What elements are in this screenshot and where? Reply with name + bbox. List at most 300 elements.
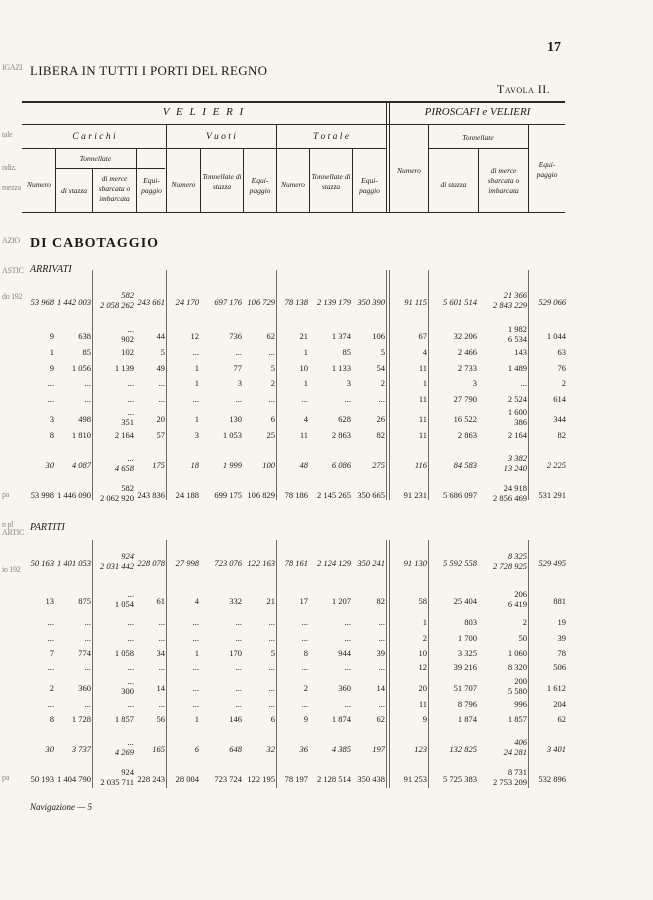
partiti_rows-cell: 2 [49, 683, 54, 693]
arrivati_rows-cell: 102 [121, 347, 134, 357]
arrivati_rows-cell: 498 [78, 414, 91, 424]
arrivati_rows-cell: 1 044 [546, 331, 566, 341]
arrivati_rows-cell: 175 [152, 460, 165, 470]
arrivati_rows-cell: 1 446 090 [57, 490, 91, 500]
column-divider [389, 270, 390, 500]
header-bottom-rule [22, 212, 565, 213]
header-di-merce: di merce sbarcata o imbarcata [487, 166, 520, 195]
partiti_rows-cell: 4 385 [331, 744, 351, 754]
partiti_rows-cell: 13 [45, 596, 54, 606]
partiti_rows-cell: 2 [422, 633, 427, 643]
arrivati_rows-cell: 4 [422, 347, 427, 357]
arrivati_rows-cell: ... [84, 394, 91, 404]
table-label: Tavola II. [497, 82, 551, 96]
partiti_rows-cell: 9 [303, 714, 308, 724]
partiti_rows-cell: 8 731 2 753 209 [493, 767, 527, 787]
arrivati_rows-cell: 529 066 [538, 297, 566, 307]
arrivati_rows-cell: 106 829 [247, 490, 275, 500]
partiti_rows-cell: 3 737 [71, 744, 91, 754]
header-numero: Numero [397, 166, 421, 175]
partiti_rows-cell: 924 2 035 711 [100, 767, 134, 787]
arrivati_rows-cell: 697 176 [214, 297, 242, 307]
column-divider [389, 103, 390, 213]
footer: Navigazione — 5 [30, 802, 92, 812]
arrivati_rows-cell: 1 489 [507, 363, 527, 373]
arrivati_rows-cell: 5 686 097 [443, 490, 477, 500]
column-divider [276, 540, 277, 788]
arrivati_rows-cell: 2 [561, 378, 566, 388]
arrivati_rows-cell: ... [268, 394, 275, 404]
partiti_rows-cell: 78 197 [284, 774, 308, 784]
arrivati_rows-cell: 21 366 2 843 229 [493, 290, 527, 310]
partiti_rows-cell: 8 320 [507, 662, 527, 672]
header-piroscafi: PIROSCAFI e VELIERI [424, 106, 531, 118]
partiti_rows-cell: 1 857 [507, 714, 527, 724]
partiti_rows-cell: 123 [414, 744, 427, 754]
arrivati_rows-cell: ... [235, 394, 242, 404]
partiti_rows-cell: 11 [418, 699, 427, 709]
partiti_rows-cell: 3 325 [457, 648, 477, 658]
arrivati_rows-cell: 78 138 [284, 297, 308, 307]
partiti_rows-cell: 200 5 580 [507, 676, 527, 696]
partiti_rows-cell: 529 495 [538, 558, 566, 568]
partiti_rows-cell: 228 243 [137, 774, 165, 784]
arrivati_rows-cell: ... [127, 378, 134, 388]
section-title: DI CABOTAGGIO [30, 236, 160, 251]
partiti_rows-cell: 36 [299, 744, 308, 754]
partiti_rows-cell: ... [127, 699, 134, 709]
arrivati_rows-cell: 1 139 [114, 363, 134, 373]
arrivati_rows-cell: ... [344, 394, 351, 404]
partiti_rows-cell: 62 [376, 714, 385, 724]
column-divider [528, 540, 529, 788]
partiti_rows-cell: 350 438 [357, 774, 385, 784]
arrivati_rows-cell: 2 863 [331, 430, 351, 440]
partiti_rows-cell: ... 4 269 [114, 737, 134, 757]
partiti_rows-cell: 62 [557, 714, 566, 724]
partiti_rows-cell: ... [235, 617, 242, 627]
arrivati_rows-cell: 5 [270, 363, 275, 373]
partiti_rows-cell: 6 [194, 744, 199, 754]
arrivati_rows-cell: 25 [266, 430, 275, 440]
partiti_rows-cell: 228 078 [137, 558, 165, 568]
edge-fragment: ndiz. [2, 163, 17, 172]
partiti_rows-cell: 1 700 [457, 633, 477, 643]
partiti_rows-cell: ... 300 [121, 676, 134, 696]
partiti_rows-cell: 14 [376, 683, 385, 693]
arrivati_rows-cell: 1 133 [331, 363, 351, 373]
partiti_rows-cell: 170 [229, 648, 242, 658]
arrivati_rows-cell: 106 729 [247, 297, 275, 307]
arrivati_rows-cell: 243 836 [137, 490, 165, 500]
partiti_rows-cell: 91 130 [403, 558, 427, 568]
arrivati_rows-cell: 91 231 [403, 490, 427, 500]
arrivati_rows-cell: 638 [78, 331, 91, 341]
partiti_rows-cell: ... [47, 662, 54, 672]
partiti_rows-cell: 360 [78, 683, 91, 693]
partiti_rows-cell: 1 612 [546, 683, 566, 693]
arrivati_rows-cell: 1 [194, 414, 199, 424]
partiti_rows-cell: ... [344, 617, 351, 627]
header-carichi: C a r i c h i [72, 132, 116, 142]
edge-fragment: mezza [2, 183, 21, 192]
partiti_rows-cell: 91 253 [403, 774, 427, 784]
header-tonnellate-di-stazza: Tonnellate di stazza [202, 172, 242, 191]
arrivati_rows-cell: 275 [372, 460, 385, 470]
arrivati_rows-cell: 10 [299, 363, 308, 373]
partiti_rows-cell: ... [47, 617, 54, 627]
arrivati_rows-cell: 85 [82, 347, 91, 357]
arrivati_rows-cell: 76 [557, 363, 566, 373]
arrivati_rows-cell: 53 998 [30, 490, 54, 500]
partiti_rows-cell: 28 004 [175, 774, 199, 784]
arrivati_rows-cell: 11 [418, 363, 427, 373]
arrivati_rows-cell: 24 918 2 856 469 [493, 483, 527, 503]
column-divider [166, 540, 167, 788]
partiti_rows-cell: ... [301, 699, 308, 709]
arrivati_rows-cell: 582 2 062 920 [100, 483, 134, 503]
arrivati_rows-cell: 2 139 179 [317, 297, 351, 307]
arrivati_rows-cell: 62 [266, 331, 275, 341]
partiti_rows-cell: 881 [553, 596, 566, 606]
partiti_rows-cell: ... [344, 633, 351, 643]
header-equipaggio: Equi- paggio [536, 160, 558, 179]
partiti_rows-cell: 6 [270, 714, 275, 724]
arrivati_rows-cell: 1 982 6 534 [507, 324, 527, 344]
partiti_rows-cell: 51 707 [453, 683, 477, 693]
arrivati_rows-cell: 2 225 [546, 460, 566, 470]
partiti_rows-cell: ... [192, 699, 199, 709]
partiti_rows-cell: 1 874 [457, 714, 477, 724]
partiti_rows-cell: 50 193 [30, 774, 54, 784]
partiti_rows-cell: 1 [194, 714, 199, 724]
partiti_rows-cell: 39 [557, 633, 566, 643]
subsection-partiti: PARTITI [30, 522, 65, 533]
header-totale: T o t a l e [313, 132, 349, 142]
arrivati_rows-cell: ... 4 658 [114, 453, 134, 473]
partiti_rows-cell: 924 2 031 442 [100, 551, 134, 571]
partiti_rows-cell: ... [378, 617, 385, 627]
header-rule [55, 168, 165, 169]
partiti_rows-cell: 360 [338, 683, 351, 693]
arrivati_rows-cell: 1 442 003 [57, 297, 91, 307]
arrivati_rows-cell: ... [47, 378, 54, 388]
arrivati_rows-cell: 91 115 [404, 297, 427, 307]
partiti_rows-cell: 723 076 [214, 558, 242, 568]
column-divider [92, 540, 93, 788]
subsection-arrivati: ARRIVATI [30, 264, 72, 275]
partiti_rows-cell: ... [192, 633, 199, 643]
arrivati_rows-cell: ... [268, 347, 275, 357]
arrivati_rows-cell: 1 600 386 [507, 407, 527, 427]
partiti_rows-cell: 8 [49, 714, 54, 724]
arrivati_rows-cell: ... [84, 378, 91, 388]
arrivati_rows-cell: ... [301, 394, 308, 404]
arrivati_rows-cell: 3 [237, 378, 242, 388]
arrivati_rows-cell: ... 351 [121, 407, 134, 427]
partiti_rows-cell: ... [127, 662, 134, 672]
partiti_rows-cell: 58 [418, 596, 427, 606]
partiti_rows-cell: ... [158, 662, 165, 672]
partiti_rows-cell: ... [268, 699, 275, 709]
arrivati_rows-cell: ... 902 [121, 324, 134, 344]
partiti_rows-cell: 197 [372, 744, 385, 754]
partiti_rows-cell: 7 [49, 648, 54, 658]
arrivati_rows-cell: 53 968 [30, 297, 54, 307]
arrivati_rows-cell: 614 [553, 394, 566, 404]
partiti_rows-cell: ... [268, 662, 275, 672]
partiti_rows-cell: ... [301, 633, 308, 643]
partiti_rows-cell: 648 [229, 744, 242, 754]
header-equipaggio: Equi- paggio [141, 176, 162, 195]
partiti_rows-cell: ... [158, 617, 165, 627]
partiti_rows-cell: 4 [194, 596, 199, 606]
arrivati_rows-cell: 57 [156, 430, 165, 440]
arrivati_rows-cell: 6 086 [331, 460, 351, 470]
arrivati_rows-cell: 350 390 [357, 297, 385, 307]
partiti_rows-cell: 50 163 [30, 558, 54, 568]
arrivati_rows-cell: 11 [418, 394, 427, 404]
arrivati_rows-cell: 24 188 [175, 490, 199, 500]
column-divider [166, 270, 167, 500]
partiti_rows-cell: 2 [522, 617, 527, 627]
column-divider [389, 540, 390, 788]
header-di-stazza: di stazza [440, 180, 467, 189]
partiti_rows-cell: 61 [156, 596, 165, 606]
edge-fragment: do 192 [2, 292, 23, 301]
partiti_rows-cell: ... [192, 662, 199, 672]
partiti_rows-cell: 2 128 514 [317, 774, 351, 784]
arrivati_rows-cell: ... [127, 394, 134, 404]
edge-fragment: pa [2, 773, 9, 782]
column-divider [428, 270, 429, 500]
running-title: LIBERA IN TUTTI I PORTI DEL REGNO [30, 63, 268, 78]
arrivati_rows-cell: 26 [376, 414, 385, 424]
arrivati_rows-cell: 736 [229, 331, 242, 341]
partiti_rows-cell: 1 [422, 617, 427, 627]
arrivati_rows-cell: 30 [45, 460, 54, 470]
partiti_rows-cell: 19 [557, 617, 566, 627]
arrivati_rows-cell: 11 [418, 430, 427, 440]
partiti_rows-cell: 5 592 558 [443, 558, 477, 568]
partiti_rows-cell: 20 [418, 683, 427, 693]
partiti_rows-cell: ... [235, 699, 242, 709]
partiti_rows-cell: 34 [156, 648, 165, 658]
header-di-merce: di merce sbarcata o imbarcata [98, 174, 131, 203]
page-number: 17 [547, 40, 561, 55]
header-numero: Numero [171, 180, 196, 189]
partiti_rows-cell: 56 [156, 714, 165, 724]
arrivati_rows-cell: ... [235, 347, 242, 357]
arrivati_rows-cell: ... [192, 394, 199, 404]
table-top-rule [22, 101, 565, 103]
partiti_rows-cell: 3 401 [546, 744, 566, 754]
arrivati_rows-cell: 1 810 [71, 430, 91, 440]
partiti_rows-cell: 39 216 [453, 662, 477, 672]
arrivati_rows-cell: 628 [338, 414, 351, 424]
arrivati_rows-cell: 2 164 [507, 430, 527, 440]
arrivati_rows-cell: 2 164 [114, 430, 134, 440]
partiti_rows-cell: ... [378, 699, 385, 709]
partiti_rows-cell: 2 [303, 683, 308, 693]
header-equipaggio: Equi- paggio [249, 176, 271, 195]
arrivati_rows-cell: 100 [262, 460, 275, 470]
partiti_rows-cell: ... [84, 633, 91, 643]
partiti_rows-cell: ... [268, 617, 275, 627]
partiti_rows-cell: ... [378, 662, 385, 672]
arrivati_rows-cell: 6 [270, 414, 275, 424]
arrivati_rows-cell: 9 [49, 363, 54, 373]
arrivati_rows-cell: 5 [380, 347, 385, 357]
arrivati_rows-cell: 85 [342, 347, 351, 357]
arrivati_rows-cell: 1 053 [222, 430, 242, 440]
header-di-stazza: di stazza [60, 186, 88, 195]
arrivati_rows-cell: 4 [303, 414, 308, 424]
partiti_rows-cell: 332 [229, 596, 242, 606]
partiti_rows-cell: ... [47, 633, 54, 643]
arrivati_rows-cell: 54 [376, 363, 385, 373]
arrivati_rows-cell: 11 [418, 414, 427, 424]
arrivati_rows-cell: ... [520, 378, 527, 388]
partiti_rows-cell: 996 [514, 699, 527, 709]
partiti_rows-cell: ... [344, 699, 351, 709]
arrivati_rows-cell: 8 [49, 430, 54, 440]
arrivati_rows-cell: 20 [156, 414, 165, 424]
arrivati_rows-cell: 3 [346, 378, 351, 388]
column-divider [92, 270, 93, 500]
partiti_rows-cell: ... [192, 617, 199, 627]
header-numero: Numero [27, 180, 51, 189]
arrivati_rows-cell: 699 175 [214, 490, 242, 500]
edge-fragment: tale [2, 130, 13, 139]
partiti_rows-cell: 27 998 [175, 558, 199, 568]
arrivati_rows-cell: 243 661 [137, 297, 165, 307]
partiti_rows-cell: 78 161 [284, 558, 308, 568]
arrivati_rows-cell: 9 [49, 331, 54, 341]
partiti_rows-cell: 8 325 2 728 925 [493, 551, 527, 571]
arrivati_rows-cell: 2 863 [457, 430, 477, 440]
column-divider [276, 270, 277, 500]
arrivati_rows-cell: 44 [156, 331, 165, 341]
edge-fragment: pa [2, 490, 9, 499]
partiti_rows-cell: 532 896 [538, 774, 566, 784]
partiti_rows-cell: 723 724 [214, 774, 242, 784]
partiti_rows-cell: 1 060 [507, 648, 527, 658]
partiti_rows-cell: ... [84, 617, 91, 627]
arrivati_rows-cell: 1 [422, 378, 427, 388]
partiti_rows-cell: 506 [553, 662, 566, 672]
arrivati_rows-cell: 2 733 [457, 363, 477, 373]
arrivati_rows-cell: 130 [229, 414, 242, 424]
partiti_rows-cell: ... [268, 683, 275, 693]
partiti_rows-cell: 122 163 [247, 558, 275, 568]
partiti_rows-cell: 204 [553, 699, 566, 709]
arrivati_rows-cell: ... [192, 347, 199, 357]
partiti_rows-cell: 122 195 [247, 774, 275, 784]
arrivati_rows-cell: 24 170 [175, 297, 199, 307]
partiti_rows-cell: ... [192, 683, 199, 693]
partiti_rows-cell: ... [84, 662, 91, 672]
arrivati_rows-cell: 63 [557, 347, 566, 357]
partiti_rows-cell: 350 241 [357, 558, 385, 568]
arrivati_rows-cell: 84 583 [453, 460, 477, 470]
partiti_rows-cell: 50 [518, 633, 527, 643]
arrivati_rows-cell: 18 [190, 460, 199, 470]
arrivati_rows-cell: 1 [194, 378, 199, 388]
partiti_rows-cell: ... [158, 633, 165, 643]
arrivati_rows-cell: 5 [160, 347, 165, 357]
partiti_rows-cell: ... [84, 699, 91, 709]
header-tonnellate: Tonnellate [79, 154, 112, 163]
partiti_rows-cell: 803 [464, 617, 477, 627]
partiti_rows-cell: ... [235, 683, 242, 693]
arrivati_rows-cell: 2 145 265 [317, 490, 351, 500]
partiti_rows-cell: 944 [338, 648, 351, 658]
header-rule [22, 124, 565, 125]
header-tonnellate: Tonnellate [462, 133, 494, 142]
arrivati_rows-cell: 3 [194, 430, 199, 440]
arrivati_rows-cell: ... [47, 394, 54, 404]
partiti_rows-cell: ... [235, 633, 242, 643]
header-tonnellate-di-stazza: Tonnellate di stazza [311, 172, 351, 191]
partiti_rows-cell: 165 [152, 744, 165, 754]
partiti_rows-cell: ... 1 054 [114, 589, 134, 609]
edge-fragment: AZIO [2, 236, 20, 245]
arrivati_rows-cell: 2 524 [507, 394, 527, 404]
arrivati_rows-cell: 1 [303, 378, 308, 388]
arrivati_rows-cell: 582 2 058 262 [100, 290, 134, 310]
partiti_rows-cell: 1 058 [114, 648, 134, 658]
header-equipaggio: Equi- paggio [359, 176, 380, 195]
arrivati_rows-cell: 1 [303, 347, 308, 357]
partiti_rows-cell: 82 [376, 596, 385, 606]
arrivati_rows-cell: 3 [472, 378, 477, 388]
partiti_rows-cell: 10 [418, 648, 427, 658]
arrivati_rows-cell: 82 [557, 430, 566, 440]
partiti_rows-cell: 39 [376, 648, 385, 658]
partiti_rows-cell: ... [158, 699, 165, 709]
partiti_rows-cell: ... [268, 633, 275, 643]
partiti_rows-cell: ... [301, 617, 308, 627]
partiti_rows-cell: 14 [156, 683, 165, 693]
arrivati_rows-cell: 1 999 [222, 460, 242, 470]
partiti_rows-cell: 78 [557, 648, 566, 658]
partiti_rows-cell: 30 [45, 744, 54, 754]
partiti_rows-cell: 406 24 281 [503, 737, 527, 757]
column-divider [428, 540, 429, 788]
arrivati_rows-cell: 344 [553, 414, 566, 424]
header-vuoti: V u o t i [206, 132, 236, 142]
partiti_rows-cell: 1 857 [114, 714, 134, 724]
header-rule [22, 148, 387, 149]
partiti_rows-cell: 17 [299, 596, 308, 606]
arrivati_rows-cell: ... [158, 394, 165, 404]
arrivati_rows-cell: 2 [380, 378, 385, 388]
arrivati_rows-cell: 4 087 [71, 460, 91, 470]
column-divider [528, 270, 529, 500]
partiti_rows-cell: 1 401 053 [57, 558, 91, 568]
arrivati_rows-cell: 16 522 [453, 414, 477, 424]
column-divider [386, 270, 387, 500]
edge-fragment: ARTIC [2, 528, 25, 537]
edge-fragment: ASTIC [2, 266, 24, 275]
partiti_rows-cell: 1 [194, 648, 199, 658]
partiti_rows-cell: ... [127, 633, 134, 643]
partiti_rows-cell: 132 825 [449, 744, 477, 754]
partiti_rows-cell: 2 124 129 [317, 558, 351, 568]
arrivati_rows-cell: 3 382 13 240 [503, 453, 527, 473]
partiti_rows-cell: 8 796 [457, 699, 477, 709]
